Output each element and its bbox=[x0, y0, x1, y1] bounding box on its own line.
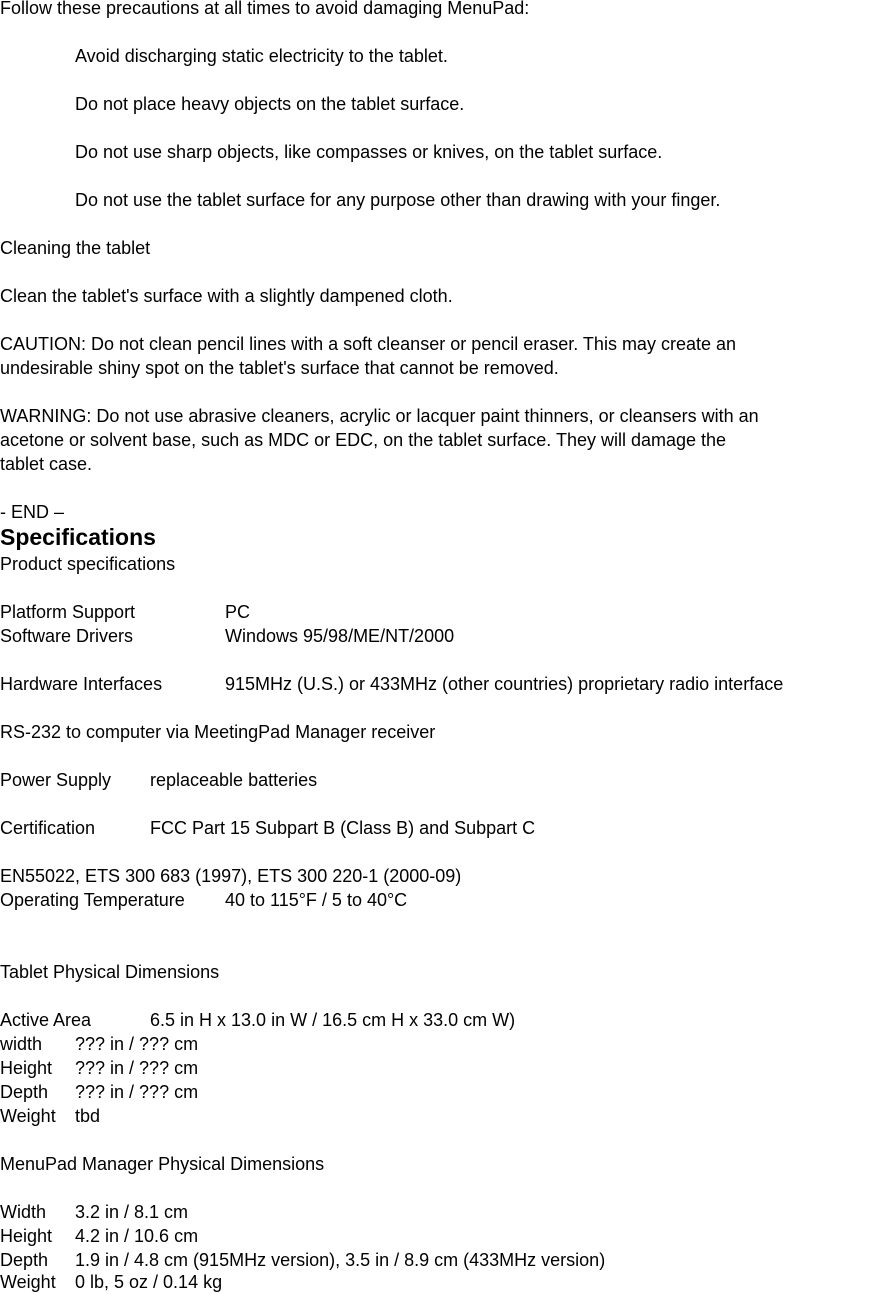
manager-depth-value: 1.9 in / 4.8 cm (915MHz version), 3.5 in / 8.9 cm (433MHz version) bbox=[75, 1250, 606, 1270]
en-standards: EN55022, ETS 300 683 (1997), ETS 300 220-1 (2000-09) bbox=[0, 866, 462, 886]
drivers-value: Windows 95/98/ME/NT/2000 bbox=[225, 626, 455, 646]
manager-dimensions-title: MenuPad Manager Physical Dimensions bbox=[0, 1154, 325, 1174]
manager-width-value: 3.2 in / 8.1 cm bbox=[75, 1202, 189, 1222]
manager-weight-label: Weight bbox=[0, 1272, 56, 1292]
manager-depth-label: Depth bbox=[0, 1250, 49, 1270]
precaution-item: Avoid discharging static electricity to the tablet. bbox=[75, 46, 448, 66]
specifications-subtitle: Product specifications bbox=[0, 554, 176, 574]
precaution-item: Do not use sharp objects, like compasses or knives, on the tablet surface. bbox=[75, 142, 663, 162]
power-value: replaceable batteries bbox=[150, 770, 318, 790]
interfaces-value: 915MHz (U.S.) or 433MHz (other countries) proprietary radio interface bbox=[225, 674, 784, 694]
cert-label: Certification bbox=[0, 818, 96, 838]
cert-value: FCC Part 15 Subpart B (Class B) and Subpart C bbox=[150, 818, 536, 838]
end-marker: - END – bbox=[0, 502, 65, 522]
caution-text: CAUTION: Do not clean pencil lines with a soft cleanser or pencil eraser. This may create an bbox=[0, 334, 736, 354]
tablet-height-value: ??? in / ??? cm bbox=[75, 1058, 199, 1078]
platform-value: PC bbox=[225, 602, 251, 622]
specifications-heading: Specifications bbox=[0, 524, 156, 550]
manager-height-value: 4.2 in / 10.6 cm bbox=[75, 1226, 199, 1246]
active-area-value: 6.5 in H x 13.0 in W / 16.5 cm H x 33.0 cm W) bbox=[150, 1010, 516, 1030]
interfaces-label: Hardware Interfaces bbox=[0, 674, 163, 694]
warning-text: acetone or solvent base, such as MDC or EDC, on the tablet surface. They will damage the bbox=[0, 430, 727, 450]
warning-text: tablet case. bbox=[0, 454, 93, 474]
manager-weight-value: 0 lb, 5 oz / 0.14 kg bbox=[75, 1272, 223, 1292]
tablet-weight-value: tbd bbox=[75, 1106, 101, 1126]
precautions-intro: Follow these precautions at all times to avoid damaging MenuPad: bbox=[0, 0, 530, 18]
tablet-depth-value: ??? in / ??? cm bbox=[75, 1082, 199, 1102]
rs232-text: RS-232 to computer via MeetingPad Manager receiver bbox=[0, 722, 436, 742]
tablet-depth-label: Depth bbox=[0, 1082, 49, 1102]
tablet-width-label: width bbox=[0, 1034, 43, 1054]
temp-label: Operating Temperature bbox=[0, 890, 185, 910]
precaution-item: Do not use the tablet surface for any purpose other than drawing with your finger. bbox=[75, 190, 721, 210]
tablet-weight-label: Weight bbox=[0, 1106, 56, 1126]
power-label: Power Supply bbox=[0, 770, 112, 790]
caution-text: undesirable shiny spot on the tablet's surface that cannot be removed. bbox=[0, 358, 559, 378]
tablet-height-label: Height bbox=[0, 1058, 53, 1078]
precaution-item: Do not place heavy objects on the tablet surface. bbox=[75, 94, 465, 114]
temp-value: 40 to 115°F / 5 to 40°C bbox=[225, 890, 408, 910]
drivers-label: Software Drivers bbox=[0, 626, 134, 646]
tablet-dimensions-title: Tablet Physical Dimensions bbox=[0, 962, 220, 982]
active-area-label: Active Area bbox=[0, 1010, 92, 1030]
warning-text: WARNING: Do not use abrasive cleaners, acrylic or lacquer paint thinners, or cleansers with an bbox=[0, 406, 759, 426]
cleaning-instruction: Clean the tablet's surface with a slightly dampened cloth. bbox=[0, 286, 453, 306]
manager-width-label: Width bbox=[0, 1202, 47, 1222]
cleaning-title: Cleaning the tablet bbox=[0, 238, 151, 258]
manager-height-label: Height bbox=[0, 1226, 53, 1246]
platform-label: Platform Support bbox=[0, 602, 136, 622]
tablet-width-value: ??? in / ??? cm bbox=[75, 1034, 199, 1054]
